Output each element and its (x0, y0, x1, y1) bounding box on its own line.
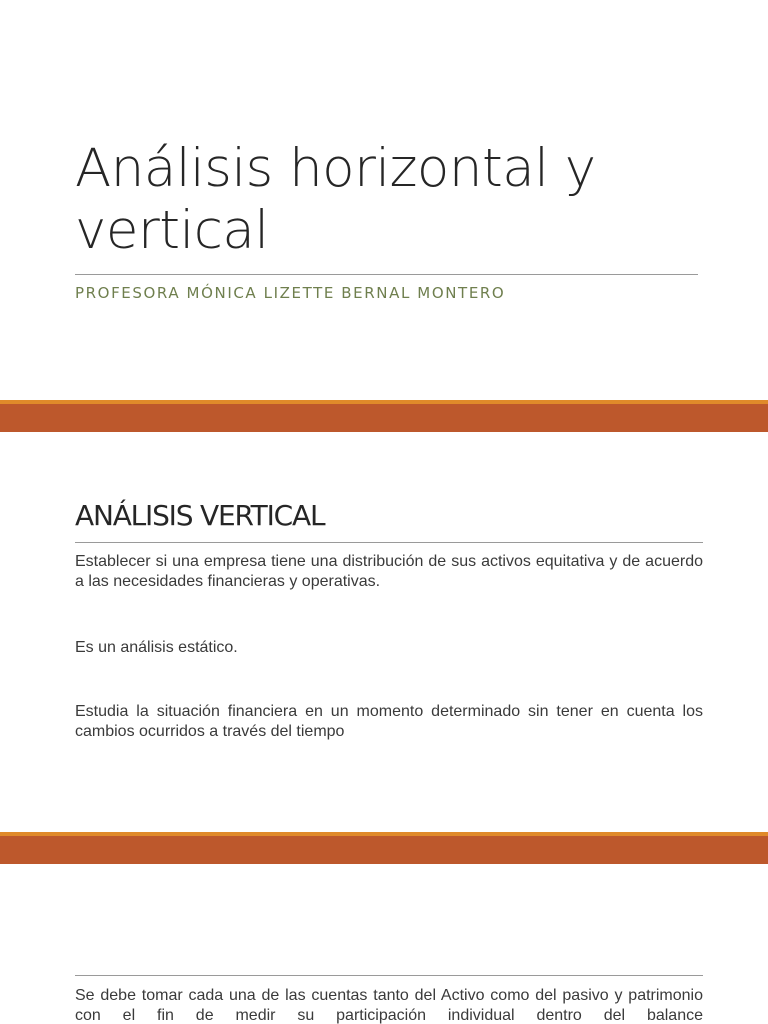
body-paragraph: Se debe tomar cada una de las cuentas tanto del Activo como del pasivo y patrimonio con el fin de medir su participación individual dentro del balance (75, 987, 703, 1024)
presenter-subtitle: PROFESORA MÓNICA LIZETTE BERNAL MONTERO (75, 284, 506, 302)
heading-divider (75, 542, 703, 543)
body-paragraph: Estudia la situación financiera en un momento determinado sin tener en cuenta los cambios ocurridos a través del tiempo (75, 703, 703, 740)
body-paragraph: Es un análisis estático. (75, 639, 238, 656)
title-divider (75, 274, 698, 275)
heading-divider (75, 975, 703, 976)
analisis-vertical-slide (0, 432, 768, 832)
partial-slide (0, 864, 768, 1024)
title-slide (0, 0, 768, 400)
slide-heading: ANÁLISIS VERTICAL (75, 499, 325, 532)
slide-separator (0, 832, 768, 864)
title-line-1: Análisis horizontal y (75, 138, 596, 199)
body-paragraph: Establecer si una empresa tiene una distribución de sus activos equitativa y de acuerdo a las necesidades financieras y operativas. (75, 553, 703, 590)
presentation-title (75, 138, 695, 262)
title-line-2: vertical (75, 200, 269, 261)
slide-separator (0, 400, 768, 432)
